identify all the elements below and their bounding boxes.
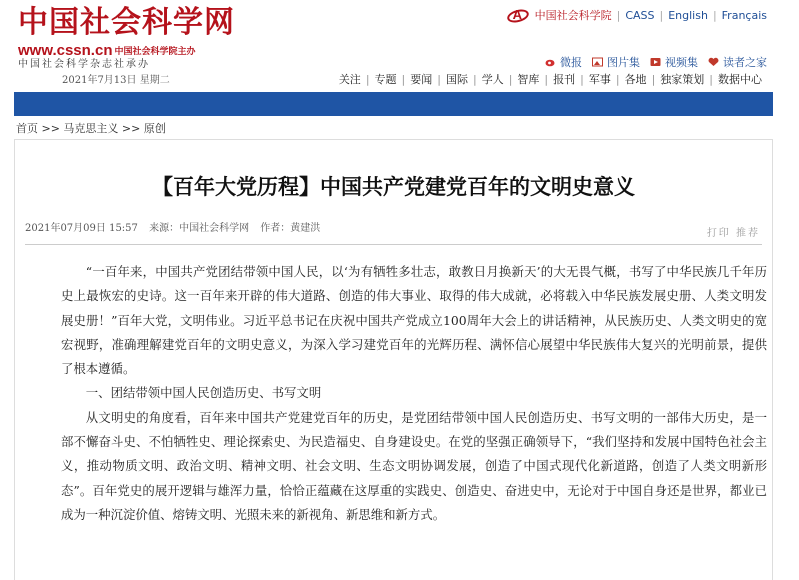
cass-logo-icon: A — [507, 8, 529, 24]
article-paragraph: “一百年来，中国共产党团结带领中国人民，以‘为有牺牲多壮志，敢教日月换新天’的大无畏气概，书写了中华民族几千年历史上最恢宏的史诗。这一百年来开辟的伟大道路、创造的伟大事业、取得的伟大成就，必将载入中华民族发展史册、人类文明发展史册！”百年大党，文明伟业。习近平总书记在庆祝中国共产党成立100周年大会上的讲话精神，从民族历史、人类文明史的宽宏视野，准确理解建党百年的文明史意义，为深入学习建党百年的光辉历程、满怀信心展望中华民族伟大复兴的光明前景，提供了根本遵循。 — [61, 264, 767, 377]
site-logo[interactable]: 中国社会科学网 — [18, 5, 235, 40]
nav-item[interactable]: 数据中心 — [718, 73, 762, 86]
media-links — [535, 54, 767, 70]
reader-icon — [708, 57, 719, 67]
nav-item[interactable]: 学人 — [481, 73, 504, 86]
weibo-icon — [545, 57, 556, 67]
picture-link[interactable] — [592, 54, 640, 70]
nav-item[interactable]: 独家策划 — [660, 73, 705, 86]
nav-divider: | — [365, 73, 370, 86]
site-header — [0, 0, 799, 92]
site-sponsor: 中国社会科学院主办 — [114, 46, 196, 57]
academy-link[interactable]: 中国社会科学院 — [534, 9, 612, 22]
current-date: 2021年7月13日 星期二 — [62, 75, 170, 86]
video-icon — [650, 57, 661, 67]
article-panel — [14, 139, 773, 580]
nav-item[interactable]: 军事 — [588, 73, 611, 86]
article-body — [61, 260, 767, 527]
french-link[interactable]: Français — [721, 9, 767, 22]
english-link[interactable]: English — [668, 9, 708, 22]
nav-divider: | — [651, 73, 656, 86]
nav-item[interactable]: 智库 — [517, 73, 540, 86]
reader-label: 读者之家 — [723, 56, 767, 69]
article-paragraph: 从文明史的角度看，百年来中国共产党建党百年的历史，是党团结带领中国人民创造历史、书写文明的一部伟大历史，是一部不懈奋斗史、不怕牺牲史、理论探索史、为民造福史、自身建设史。在党的坚强正确领导下，“我们坚持和发展中国特色社会主义，推动物质文明、政治文明、精神文明、社会文明、生态文明协调发展，创造了中国式现代化新道路，创造了人类文明新形态”。百年党史的展开逻辑与雄浑力量，恰恰正蕴藏在这厚重的实践史、创造史、奋进史中，无论对于中国自身还是世界，都业已成为一种沉淀价值、熔铸文明、光照未来的新视角、新思维和新方式。 — [61, 409, 767, 522]
nav-divider: | — [472, 73, 477, 86]
nav-divider: | — [508, 73, 513, 86]
nav-item[interactable]: 国际 — [445, 73, 468, 86]
video-label: 视频集 — [665, 56, 698, 69]
nav-divider: | — [709, 73, 713, 86]
nav-divider: | — [615, 73, 620, 86]
section-heading: 一、团结带领中国人民创造历史、书写文明 — [85, 385, 322, 401]
nav-item[interactable]: 关注 — [338, 73, 361, 86]
title-divider — [25, 244, 762, 245]
site-subtitle: 中国社会科学杂志社承办 — [18, 59, 150, 70]
print-recommend-links[interactable]: 打印 推荐 — [706, 228, 760, 239]
nav-divider: | — [401, 73, 406, 86]
reader-link[interactable] — [708, 54, 767, 70]
article-source: 来源：中国社会科学网 — [149, 223, 250, 234]
top-links — [507, 8, 767, 24]
weibo-label: 微报 — [560, 56, 582, 69]
weibo-link[interactable] — [545, 54, 582, 70]
nav-item[interactable]: 专题 — [374, 73, 397, 86]
picture-icon — [592, 57, 603, 67]
nav-divider: | — [544, 73, 549, 86]
main-nav — [334, 73, 767, 87]
article-meta — [25, 222, 328, 236]
site-url-text: www.cssn.cn — [18, 42, 113, 59]
nav-divider: | — [580, 73, 584, 86]
divider: | — [616, 9, 621, 22]
article-datetime: 2021年07月09日 15:57 — [25, 223, 138, 234]
nav-item[interactable]: 要闻 — [410, 73, 433, 86]
article-title: 【百年大党历程】中国共产党建党百年的文明史意义 — [152, 175, 635, 199]
nav-item[interactable]: 报刊 — [553, 73, 576, 86]
article-author: 作者：黄建洪 — [260, 223, 321, 234]
cass-link[interactable]: CASS — [625, 9, 655, 22]
divider: | — [712, 9, 717, 22]
nav-divider: | — [437, 73, 441, 86]
video-link[interactable] — [650, 54, 698, 70]
divider: | — [659, 9, 664, 22]
picture-label: 图片集 — [607, 56, 640, 69]
breadcrumb[interactable]: 首页 >> 马克思主义 >> 原创 — [16, 122, 166, 135]
nav-band — [14, 92, 773, 116]
nav-item[interactable]: 各地 — [624, 73, 647, 86]
